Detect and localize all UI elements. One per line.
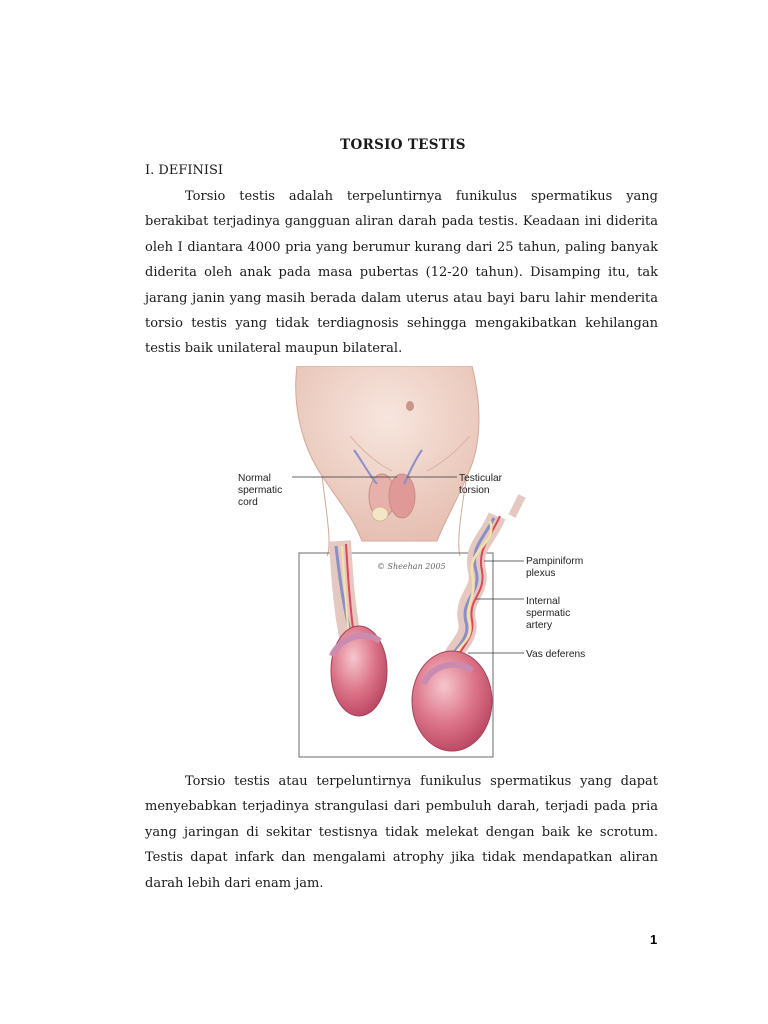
label-pampiniform-1: Pampiniform bbox=[526, 556, 584, 567]
label-torsion-2: torsion bbox=[459, 485, 490, 496]
label-normal-cord-2: spermatic bbox=[238, 485, 283, 496]
page-number: 1 bbox=[650, 932, 658, 947]
label-torsion-1: Testicular bbox=[459, 473, 503, 484]
label-vas-deferens: Vas deferens bbox=[526, 649, 586, 660]
label-normal-cord-1: Normal bbox=[238, 473, 271, 484]
navel bbox=[406, 401, 414, 411]
label-pampiniform-2: plexus bbox=[526, 568, 556, 579]
section-heading: I. DEFINISI bbox=[145, 163, 224, 178]
paragraph-definition: Torsio testis adalah terpeluntirnya funikulus spermatikus yang berakibat terjadinya gangguan aliran darah pada testis. Keadaan ini diderita oleh I diantara 4000 pria yang berumur kurang dari 25 tahun, paling banyak diderita oleh anak pada masa pubertas (12-20 tahun). Disamping itu, tak jarang janin yang masih berada dalam uterus atau bayi baru lahir menderita torsio testis yang tidak terdiagnosis sehingga mengakibatkan kehilangan testis baik unilateral maupun bilateral. bbox=[145, 189, 658, 357]
label-artery-1: Internal bbox=[526, 596, 560, 607]
label-artery-3: artery bbox=[526, 620, 553, 631]
illustrator-signature: © Sheehan 2005 bbox=[377, 562, 446, 571]
label-artery-2: spermatic bbox=[526, 608, 571, 619]
anatomy-illustration bbox=[232, 366, 602, 758]
document-title: TORSIO TESTIS bbox=[340, 137, 466, 153]
torso-drawing bbox=[296, 366, 479, 556]
label-normal-cord-3: cord bbox=[238, 497, 258, 508]
paragraph-description: Torsio testis atau terpeluntirnya funikulus spermatikus yang dapat menyebabkan terjadinya strangulasi dari pembuluh darah, terjadi pada pria yang jaringan di sekitar testisnya tidak melekat dengan baik ke scrotum. Testis dapat infark dan mengalami atrophy jika tidak mendapatkan aliran darah lebih dari enam jam. bbox=[145, 774, 658, 891]
